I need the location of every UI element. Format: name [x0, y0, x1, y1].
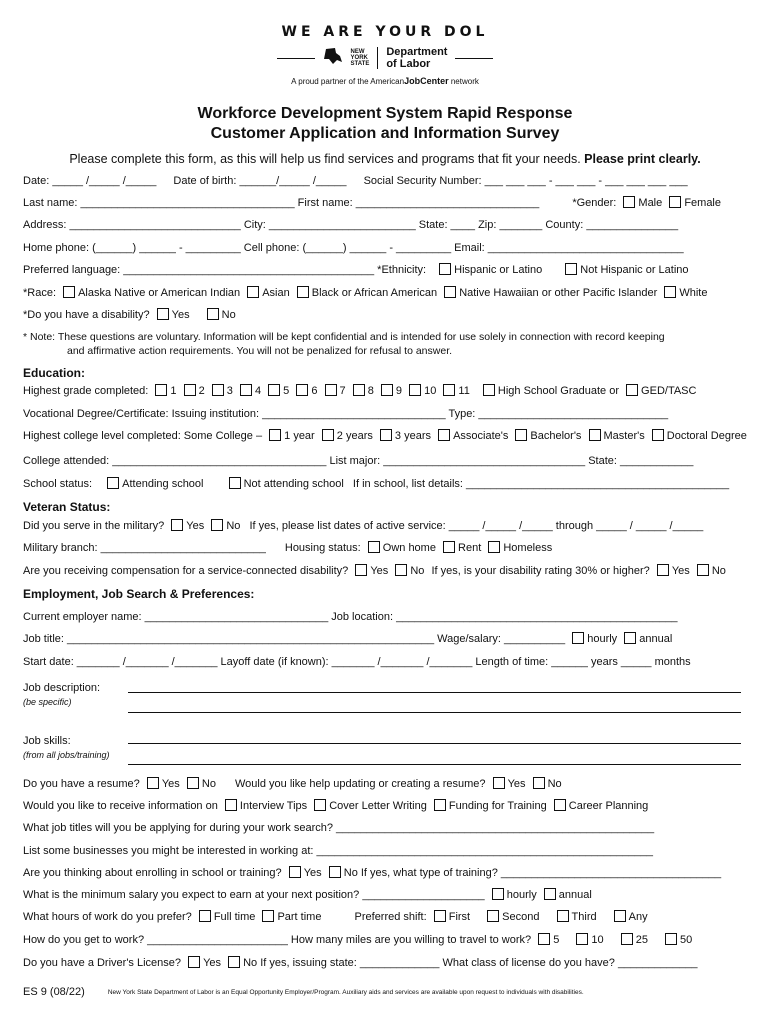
funding-checkbox[interactable]	[434, 799, 446, 811]
rent-checkbox[interactable]	[443, 541, 455, 553]
slogan: WE ARE YOUR DOL	[281, 24, 489, 40]
race-black-checkbox[interactable]	[297, 286, 309, 298]
partner-line: A proud partner of the AmericanJobCenter network	[291, 76, 479, 86]
homeless-checkbox[interactable]	[488, 541, 500, 553]
row-info[interactable]: Would you like to receive information on Interview Tips Cover Letter Writing Funding for Training Career Planning	[23, 800, 649, 812]
row-training[interactable]: Are you thinking about enrolling in school or training? Yes No If yes, what type of training? ____________________________________	[23, 867, 722, 879]
miles-50-checkbox[interactable]	[665, 933, 677, 945]
ny-state-map-icon	[323, 47, 343, 70]
gender-male-checkbox[interactable]	[623, 196, 635, 208]
education-heading: Education:	[23, 366, 85, 380]
row-grade[interactable]: Highest grade completed: 1 2 3 4 5 6 7 8 9 10 11 High School Graduate or GED/TASC	[23, 385, 697, 397]
salary-hourly-checkbox[interactable]	[492, 888, 504, 900]
license-no-checkbox[interactable]	[228, 956, 240, 968]
job-skills-line-1[interactable]	[128, 743, 741, 744]
grade-4-checkbox[interactable]	[240, 384, 252, 396]
comp-yes-checkbox[interactable]	[355, 564, 367, 576]
race-alaska-checkbox[interactable]	[63, 286, 75, 298]
shift-third-checkbox[interactable]	[557, 910, 569, 922]
voluntary-note: * Note: These questions are voluntary. Information will be kept confidential and is intended for use solely in connection with record keeping and affirmative action requirements. You will not be penalized for refusal to answer.	[23, 331, 665, 357]
row-military[interactable]: Did you serve in the military? Yes No If yes, please list dates of active service: _____ /_____ /_____ through _____ / _____ /_____	[23, 520, 704, 532]
cover-letter-checkbox[interactable]	[314, 799, 326, 811]
gender-female-checkbox[interactable]	[669, 196, 681, 208]
grade-3-checkbox[interactable]	[212, 384, 224, 396]
salary-annual-checkbox[interactable]	[544, 888, 556, 900]
wage-annual-checkbox[interactable]	[624, 632, 636, 644]
form-number: ES 9 (08/22)	[23, 986, 85, 998]
college-2yr-checkbox[interactable]	[322, 429, 334, 441]
eo-statement: New York State Department of Labor is an Equal Opportunity Employer/Program. Auxiliary aids and services are available upon request to individuals with disabilities.	[107, 989, 584, 996]
job-description-label: Job description: (be specific)	[23, 682, 101, 707]
row-start-date[interactable]: Start date: _______ /_______ /_______ Layoff date (if known): _______ /_______ /_______ Length of time: ______ years _____ months	[23, 656, 691, 668]
ged-checkbox[interactable]	[626, 384, 638, 396]
resume-no-checkbox[interactable]	[187, 777, 199, 789]
row-phone[interactable]: Home phone: (______) ______ - _________ Cell phone: (______) ______ - _________ Email: ________________________________	[23, 242, 684, 254]
dol-logo	[0, 46, 770, 70]
miles-5-checkbox[interactable]	[538, 933, 550, 945]
not-attending-checkbox[interactable]	[229, 477, 241, 489]
row-hours[interactable]: What hours of work do you prefer? Full time Part time Preferred shift: First Second Third Any	[23, 911, 648, 923]
grade-8-checkbox[interactable]	[353, 384, 365, 396]
row-branch[interactable]: Military branch: ___________________________ Housing status: Own home Rent Homeless	[23, 542, 553, 554]
row-businesses[interactable]: List some businesses you might be interested in working at: _______________________________________________________	[23, 845, 653, 857]
resume-yes-checkbox[interactable]	[147, 777, 159, 789]
attending-checkbox[interactable]	[107, 477, 119, 489]
grade-2-checkbox[interactable]	[184, 384, 196, 396]
race-hawaiian-checkbox[interactable]	[444, 286, 456, 298]
form-title: Workforce Development System Rapid Response Customer Application and Information Survey	[197, 105, 573, 142]
row-job-title[interactable]: Job title: ____________________________________________________________ Wage/salary: __________ hourly annual	[23, 633, 673, 645]
doctoral-checkbox[interactable]	[652, 429, 664, 441]
associates-checkbox[interactable]	[438, 429, 450, 441]
footer	[23, 986, 584, 998]
rating-yes-checkbox[interactable]	[657, 564, 669, 576]
grade-1-checkbox[interactable]	[155, 384, 167, 396]
row-race[interactable]: *Race: Alaska Native or American Indian Asian Black or African American Native Hawaiian or other Pacific Islander White	[23, 287, 708, 299]
not-hispanic-checkbox[interactable]	[565, 263, 577, 275]
resume-help-yes-checkbox[interactable]	[493, 777, 505, 789]
full-time-checkbox[interactable]	[199, 910, 211, 922]
department-name: Department of Labor	[386, 46, 448, 70]
row-vocational[interactable]: Vocational Degree/Certificate: Issuing institution: ______________________________ Type: _______________________________	[23, 408, 669, 420]
military-no-checkbox[interactable]	[211, 519, 223, 531]
bachelors-checkbox[interactable]	[515, 429, 527, 441]
row-resume[interactable]: Do you have a resume? Yes No Would you like help updating or creating a resume? Yes No	[23, 778, 562, 790]
row-address[interactable]: Address: ____________________________ City: ________________________ State: ____ Zip: _______ County: _______________	[23, 219, 679, 231]
grade-9-checkbox[interactable]	[381, 384, 393, 396]
row-commute[interactable]: How do you get to work? _______________________ How many miles are you willing to travel to work? 5 10 25 50	[23, 934, 693, 946]
shift-second-checkbox[interactable]	[487, 910, 499, 922]
row-license[interactable]: Do you have a Driver's License? Yes No If yes, issuing state: _____________ What class of license do you have? _____________	[23, 957, 698, 969]
shift-first-checkbox[interactable]	[434, 910, 446, 922]
job-description-line-2[interactable]	[128, 712, 741, 713]
row-date[interactable]: Date: _____ /_____ /_____ Date of birth: ______/_____ /_____ Social Security Number: ___ ___ ___ - ___ ___ - ___ ___ ___ ___	[23, 175, 688, 187]
row-employer[interactable]: Current employer name: ______________________________ Job location: ______________________________________________	[23, 611, 678, 623]
training-no-checkbox[interactable]	[329, 866, 341, 878]
grade-11-checkbox[interactable]	[443, 384, 455, 396]
masters-checkbox[interactable]	[589, 429, 601, 441]
row-salary[interactable]: What is the minimum salary you expect to earn at your next position? ____________________ hourly annual	[23, 889, 592, 901]
own-home-checkbox[interactable]	[368, 541, 380, 553]
college-1yr-checkbox[interactable]	[269, 429, 281, 441]
row-school-status[interactable]: School status: Attending school Not attending school If in school, list details: ___________________________________________	[23, 478, 730, 490]
row-job-titles[interactable]: What job titles will you be applying for during your work search? ____________________________________________________	[23, 822, 655, 834]
veteran-heading: Veteran Status:	[23, 500, 111, 514]
training-yes-checkbox[interactable]	[289, 866, 301, 878]
job-description-line-1[interactable]	[128, 692, 741, 693]
row-name[interactable]: Last name: ___________________________________ First name: ______________________________ *Gender: Male Female	[23, 197, 721, 209]
college-3yr-checkbox[interactable]	[380, 429, 392, 441]
row-college-level[interactable]: Highest college level completed: Some College – 1 year 2 years 3 years Associate's Bachelor's Master's Doctoral Degree	[23, 430, 747, 442]
career-planning-checkbox[interactable]	[554, 799, 566, 811]
row-college-attended[interactable]: College attended: ___________________________________ List major: _________________________________ State: ____________	[23, 455, 694, 467]
resume-help-no-checkbox[interactable]	[533, 777, 545, 789]
wage-hourly-checkbox[interactable]	[572, 632, 584, 644]
part-time-checkbox[interactable]	[262, 910, 274, 922]
race-asian-checkbox[interactable]	[247, 286, 259, 298]
employment-heading: Employment, Job Search & Preferences:	[23, 587, 255, 601]
rating-no-checkbox[interactable]	[697, 564, 709, 576]
miles-10-checkbox[interactable]	[576, 933, 588, 945]
interview-tips-checkbox[interactable]	[225, 799, 237, 811]
letterhead	[0, 24, 770, 86]
grade-7-checkbox[interactable]	[325, 384, 337, 396]
disability-yes-checkbox[interactable]	[157, 308, 169, 320]
grade-10-checkbox[interactable]	[409, 384, 421, 396]
intro-text: Please complete this form, as this will help us find services and programs that fit your needs. Please print clearly.	[69, 152, 701, 166]
hs-graduate-checkbox[interactable]	[483, 384, 495, 396]
hispanic-checkbox[interactable]	[439, 263, 451, 275]
license-yes-checkbox[interactable]	[188, 956, 200, 968]
shift-any-checkbox[interactable]	[614, 910, 626, 922]
grade-6-checkbox[interactable]	[296, 384, 308, 396]
race-white-checkbox[interactable]	[664, 286, 676, 298]
nys-text: NEW YORK STATE	[350, 49, 370, 67]
military-yes-checkbox[interactable]	[171, 519, 183, 531]
miles-25-checkbox[interactable]	[621, 933, 633, 945]
grade-5-checkbox[interactable]	[268, 384, 280, 396]
row-language[interactable]: Preferred language: _________________________________________ *Ethnicity: Hispanic or Latino Not Hispanic or Latino	[23, 264, 689, 276]
comp-no-checkbox[interactable]	[395, 564, 407, 576]
job-skills-line-2[interactable]	[128, 764, 741, 765]
job-skills-label: Job skills: (from all jobs/training)	[23, 735, 110, 760]
disability-no-checkbox[interactable]	[207, 308, 219, 320]
row-disability[interactable]: *Do you have a disability? Yes No	[23, 309, 236, 321]
row-compensation[interactable]: Are you receiving compensation for a service-connected disability? Yes No If yes, is your disability rating 30% or higher? Yes No	[23, 565, 726, 577]
